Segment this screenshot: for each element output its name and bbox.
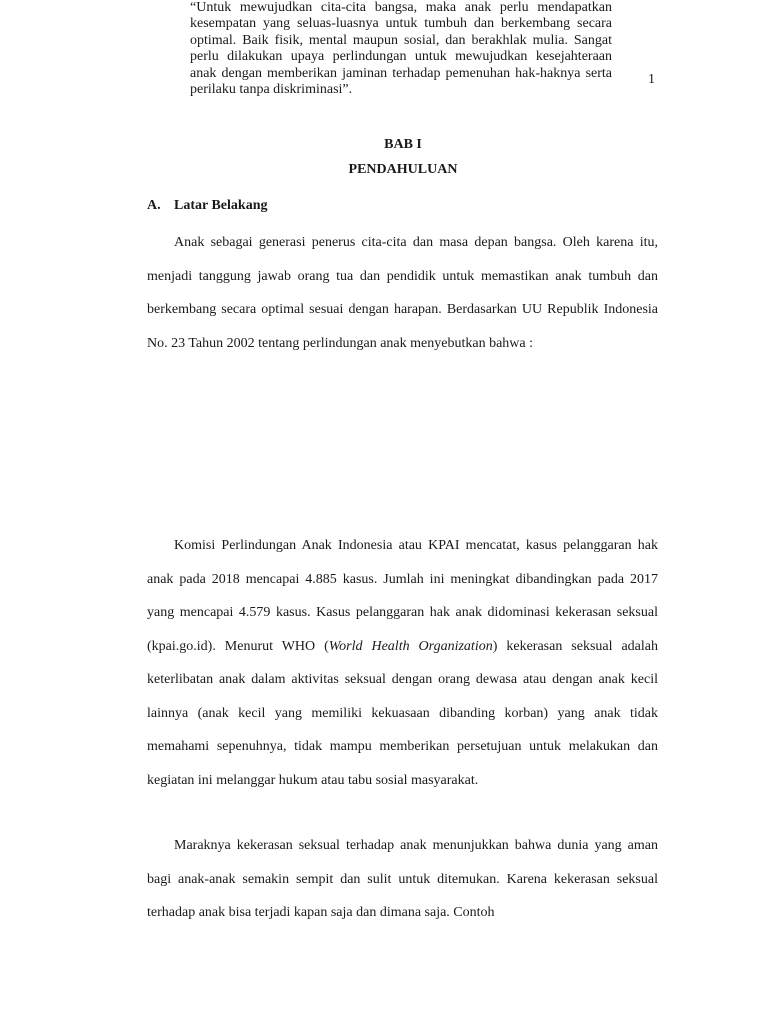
chapter-number: BAB I xyxy=(384,137,422,152)
section-title: Latar Belakang xyxy=(174,198,268,213)
who-fullname-italic: World Health Organization xyxy=(328,638,493,654)
paragraph-kpai-text-1: Komisi Perlindungan Anak Indonesia atau KPAI mencatat, kasus pelanggaran hak anak pada 2018 mencapai 4.885 kasus. Jumlah ini meningkat dibandingkan pada 2017 yang mencapai 4.579 kasus. Kasus pelanggaran hak anak didominasi kekerasan seksual (kpai.go.id). Menurut WHO ( xyxy=(147,538,658,654)
block-quote xyxy=(190,0,612,98)
paragraph-kpai xyxy=(147,529,658,797)
paragraph-kpai-text-2: ) kekerasan seksual adalah keterlibatan anak dalam aktivitas seksual dengan orang dewasa atau dengan anak kecil lainnya (anak kecil yang memiliki kekuasaan dibanding korban) yang anak tidak memahami sepenuhnya, tidak mampu memberikan persetujuan untuk melakukan dan kegiatan ini melanggar hukum atau tabu sosial masyarakat. xyxy=(147,638,659,788)
chapter-title: PENDAHULUAN xyxy=(348,162,458,177)
quote-text: “Untuk mewujudkan cita-cita bangsa, maka anak perlu mendapatkan kesempatan yang seluas-luasnya untuk tumbuh dan berkembang secara optimal. Baik fisik, mental maupun sosial, dan berakhlak mulia. Sangat perlu dilakukan upaya perlindungan untuk mewujudkan kesejahteraan anak dengan memberikan jaminan terhadap pemenuhan hak-haknya serta perilaku tanpa diskriminasi”. xyxy=(190,0,612,98)
section-letter: A. xyxy=(147,198,161,213)
page-number: 1 xyxy=(648,72,655,87)
section-heading xyxy=(147,198,267,214)
paragraph-intro: Anak sebagai generasi penerus cita-cita dan masa depan bangsa. Oleh karena itu, menjadi tanggung jawab orang tua dan pendidik untuk memastikan anak tumbuh dan berkembang secara optimal sesuai dengan harapan. Berdasarkan UU Republik Indonesia No. 23 Tahun 2002 tentang perlindungan anak menyebutkan bahwa : xyxy=(147,235,658,351)
paragraph-maraknya: Maraknya kekerasan seksual terhadap anak menunjukkan bahwa dunia yang aman bagi anak-anak semakin sempit dan sulit untuk ditemukan. Karena kekerasan seksual terhadap anak bisa terjadi kapan saja dan dimana saja. Contoh xyxy=(147,838,658,920)
